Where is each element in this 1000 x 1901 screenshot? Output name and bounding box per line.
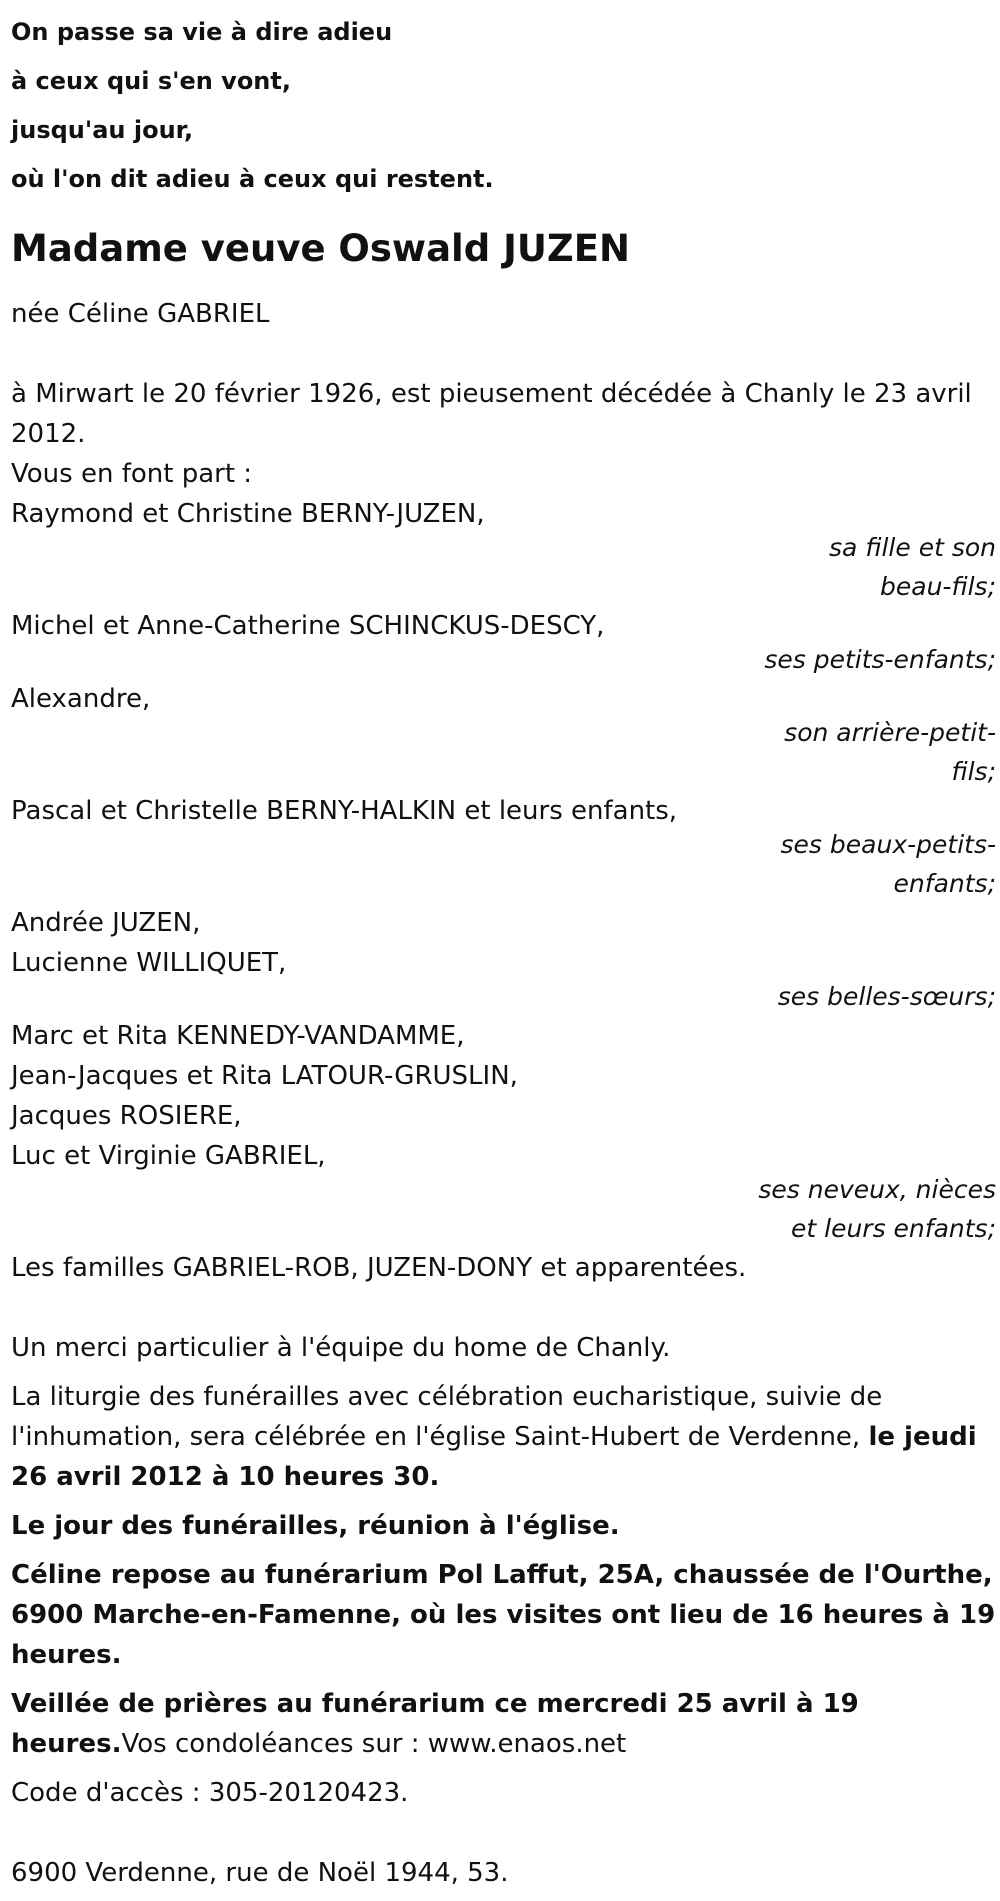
family-group-6-name-1: Marc et Rita KENNEDY-VANDAMME, [11,1021,465,1051]
liturgy-paragraph [11,1377,996,1497]
announcement-intro: Vous en font part : [11,459,253,489]
deceased-name: Madame veuve Oswald JUZEN [11,227,630,270]
birth-death-info: à Mirwart le 20 février 1926, est pieusement décédée à Chanly le 23 avril 2012. [11,379,972,449]
access-code: Code d'accès : 305-20120423. [11,1778,409,1808]
families-line: Les familles GABRIEL-ROB, JUZEN-DONY et apparentées. [11,1253,747,1283]
address: 6900 Verdenne, rue de Noël 1944, 53. [11,1858,509,1888]
family-group-4-role: ses beaux-petits-enfants; [780,830,996,898]
family-group-5-role: ses belles-sœurs; [777,982,996,1011]
liturgy-date: le jeudi 26 avril 2012 à 10 heures 30. [11,1422,977,1492]
rest-text: Céline repose au funérarium Pol Laffut, 25A, chaussée de l'Ourthe, 6900 Marche-en-Famenne, où les visites ont lieu de 16 heures à 19 heures. [11,1560,996,1670]
family-group-5-name-2: Lucienne WILLIQUET, [11,948,287,978]
poem-line-2: à ceux qui s'en vont, [11,67,291,95]
poem-line-1: On passe sa vie à dire adieu [11,18,393,46]
family-group-1-role: sa fille et son beau-fils; [829,533,996,601]
family-group-2-role: ses petits-enfants; [764,645,996,674]
family-group-5-name-1: Andrée JUZEN, [11,908,201,938]
poem-line-3: jusqu'au jour, [11,116,194,144]
family-group-3-role: son arrière-petit-fils; [784,718,996,786]
family-group-6-name-3: Jacques ROSIERE, [11,1101,242,1131]
obituary-document [11,0,996,1893]
thanks-text: Un merci particulier à l'équipe du home de Chanly. [11,1333,671,1363]
vigil-text: Veillée de prières au funérarium ce mercredi 25 avril à 19 heures. [11,1689,859,1759]
family-group-3-name: Alexandre, [11,684,151,714]
family-group-4-name: Pascal et Christelle BERNY-HALKIN et leurs enfants, [11,796,678,826]
family-group-6-name-2: Jean-Jacques et Rita LATOUR-GRUSLIN, [11,1061,518,1091]
opening-poem [11,0,996,204]
family-group-6-name-4: Luc et Virginie GABRIEL, [11,1141,326,1171]
maiden-name: née Céline GABRIEL [11,299,270,329]
meeting-text: Le jour des funérailles, réunion à l'église. [11,1511,620,1541]
liturgy-text: La liturgie des funérailles avec célébration eucharistique, suivie de l'inhumation, sera célébrée en l'église Saint-Hubert de Verdenne, [11,1382,883,1452]
family-group-6-role: ses neveux, nièces et leurs enfants; [758,1175,996,1243]
family-group-2-name: Michel et Anne-Catherine SCHINCKUS-DESCY, [11,611,605,641]
condolences-text: Vos condoléances sur : www.enaos.net [121,1729,627,1759]
vigil-paragraph [11,1684,996,1764]
family-group-1-name: Raymond et Christine BERNY-JUZEN, [11,499,485,529]
poem-line-4: où l'on dit adieu à ceux qui restent. [11,165,494,193]
